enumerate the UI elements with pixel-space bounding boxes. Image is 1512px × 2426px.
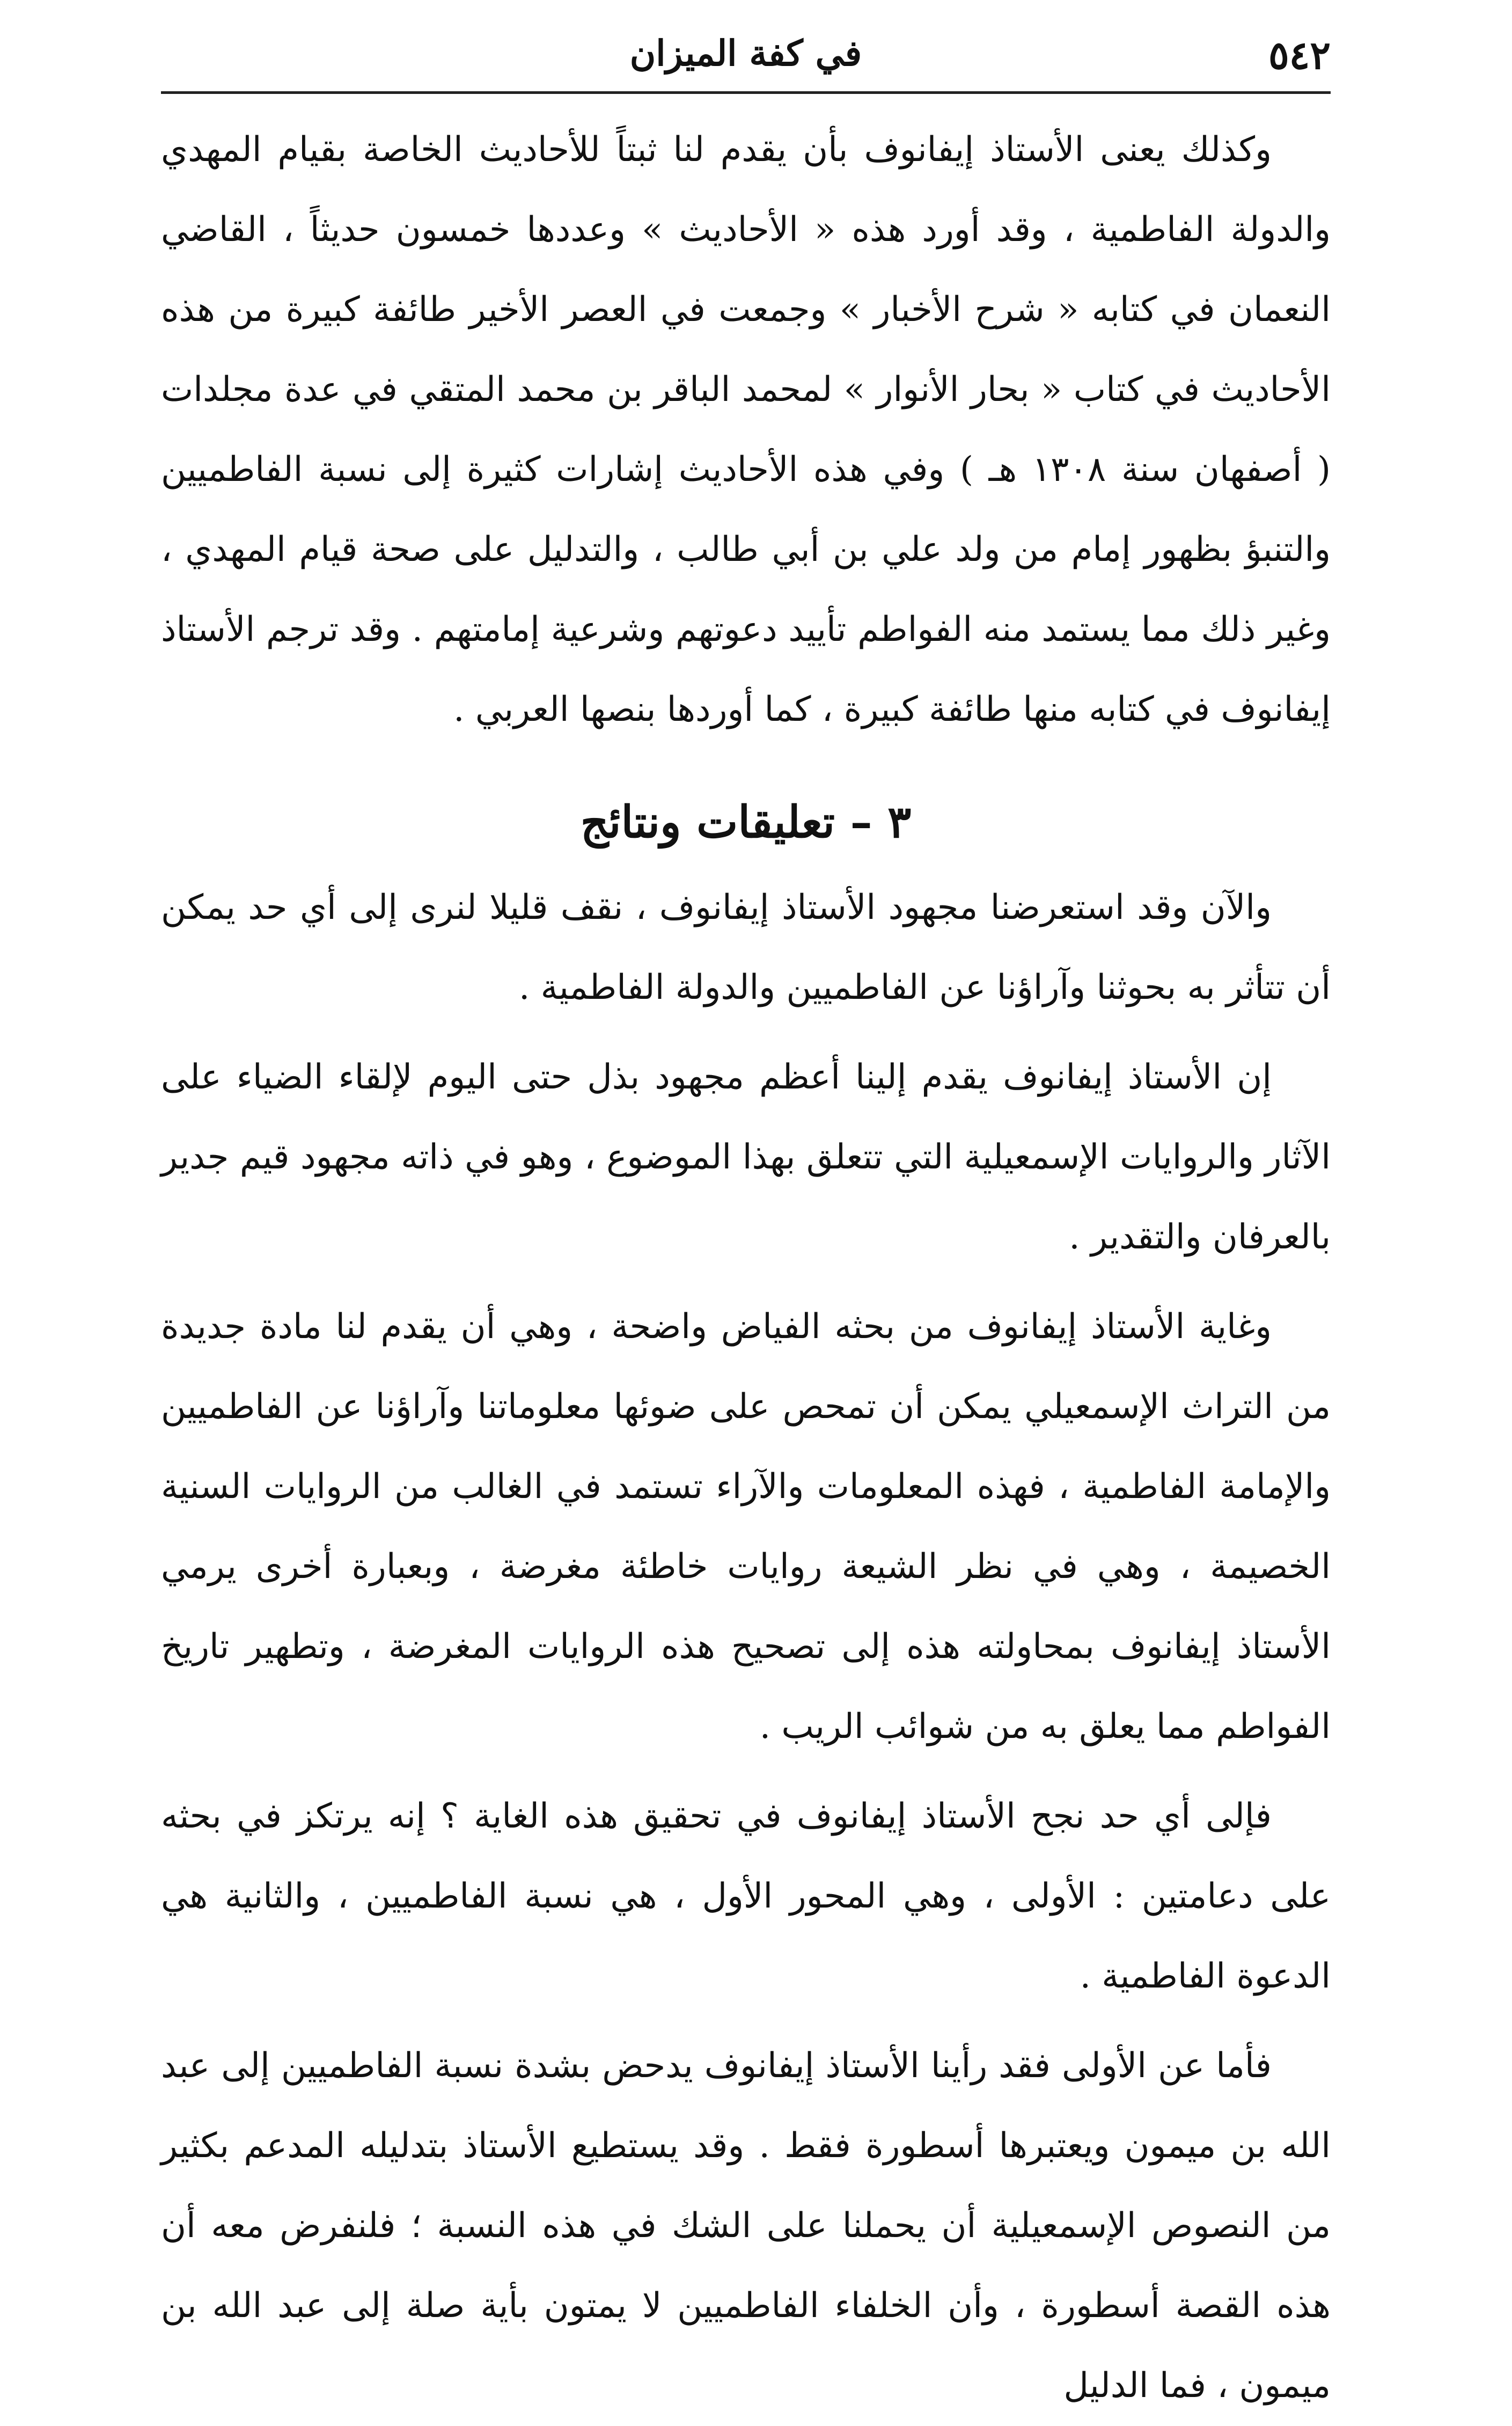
section-heading: ٣ – تعليقات ونتائج	[580, 797, 912, 848]
paragraph-2: والآن وقد استعرضنا مجهود الأستاذ إيفانوف ، نقف قليلا لنرى إلى أي حد يمكن أن تتأثر به بحوثنا وآراؤنا عن الفاطميين والدولة الفاطمية .	[161, 888, 1331, 1007]
paragraph-5: فإلى أي حد نجح الأستاذ إيفانوف في تحقيق هذه الغاية ؟ إنه يرتكز في بحثه على دعامتين : الأولى ، وهي المحور الأول ، هي نسبة الفاطميين ، والثانية هي الدعوة الفاطمية .	[161, 1796, 1331, 1996]
paragraph-6: فأما عن الأولى فقد رأينا الأستاذ إيفانوف يدحض بشدة نسبة الفاطميين إلى عبد الله بن ميمون ويعتبرها أسطورة فقط . وقد يستطيع الأستاذ بتدليله المدعم بكثير من النصوص الإسمعيلية أن يحملنا على الشك في هذه النسبة ؛ فلنفرض معه أن هذه القصة أسطورة ، وأن الخلفاء الفاطميين لا يمتون بأية صلة إلى عبد الله بن ميمون ، فما الدليل	[161, 2046, 1331, 2406]
page-number: ٥٤٢	[1268, 32, 1331, 78]
page-body	[161, 110, 1331, 2426]
running-title: في كفة الميزان	[629, 32, 862, 74]
paragraph-3: إن الأستاذ إيفانوف يقدم إلينا أعظم مجهود بذل حتى اليوم لإلقاء الضياء على الآثار والروايات الإسمعيلية التي تتعلق بهذا الموضوع ، وهو في ذاته مجهود قيم جدير بالعرفان والتقدير .	[161, 1057, 1331, 1257]
paragraph-4: وغاية الأستاذ إيفانوف من بحثه الفياض واضحة ، وهي أن يقدم لنا مادة جديدة من التراث الإسمعيلي يمكن أن تمحص على ضوئها معلوماتنا وآراؤنا عن الفاطميين والإمامة الفاطمية ، فهذه المعلومات والآراء تستمد في الغالب من الروايات السنية الخصيمة ، وهي في نظر الشيعة روايات خاطئة مغرضة ، وبعبارة أخرى يرمي الأستاذ إيفانوف بمحاولته هذه إلى تصحيح هذه الروايات المغرضة ، وتطهير تاريخ الفواطم مما يعلق به من شوائب الريب .	[161, 1307, 1331, 1747]
paragraph-1: وكذلك يعنى الأستاذ إيفانوف بأن يقدم لنا ثبتاً للأحاديث الخاصة بقيام المهدي والدولة الفاطمية ، وقد أورد هذه « الأحاديث » وعددها خمسون حديثاً ، القاضي النعمان في كتابه « شرح الأخبار » وجمعت في العصر الأخير طائفة كبيرة من هذه الأحاديث في كتاب « بحار الأنوار » لمحمد الباقر بن محمد المتقي في عدة مجلدات ( أصفهان سنة ١٣٠٨ هـ ) وفي هذه الأحاديث إشارات كثيرة إلى نسبة الفاطميين والتنبؤ بظهور إمام من ولد علي بن أبي طالب ، والتدليل على صحة قيام المهدي ، وغير ذلك مما يستمد منه الفواطم تأييد دعوتهم وشرعية إمامتهم . وقد ترجم الأستاذ إيفانوف في كتابه منها طائفة كبيرة ، كما أوردها بنصها العربي .	[161, 130, 1331, 729]
header-divider	[161, 91, 1331, 94]
page-header	[161, 27, 1331, 86]
